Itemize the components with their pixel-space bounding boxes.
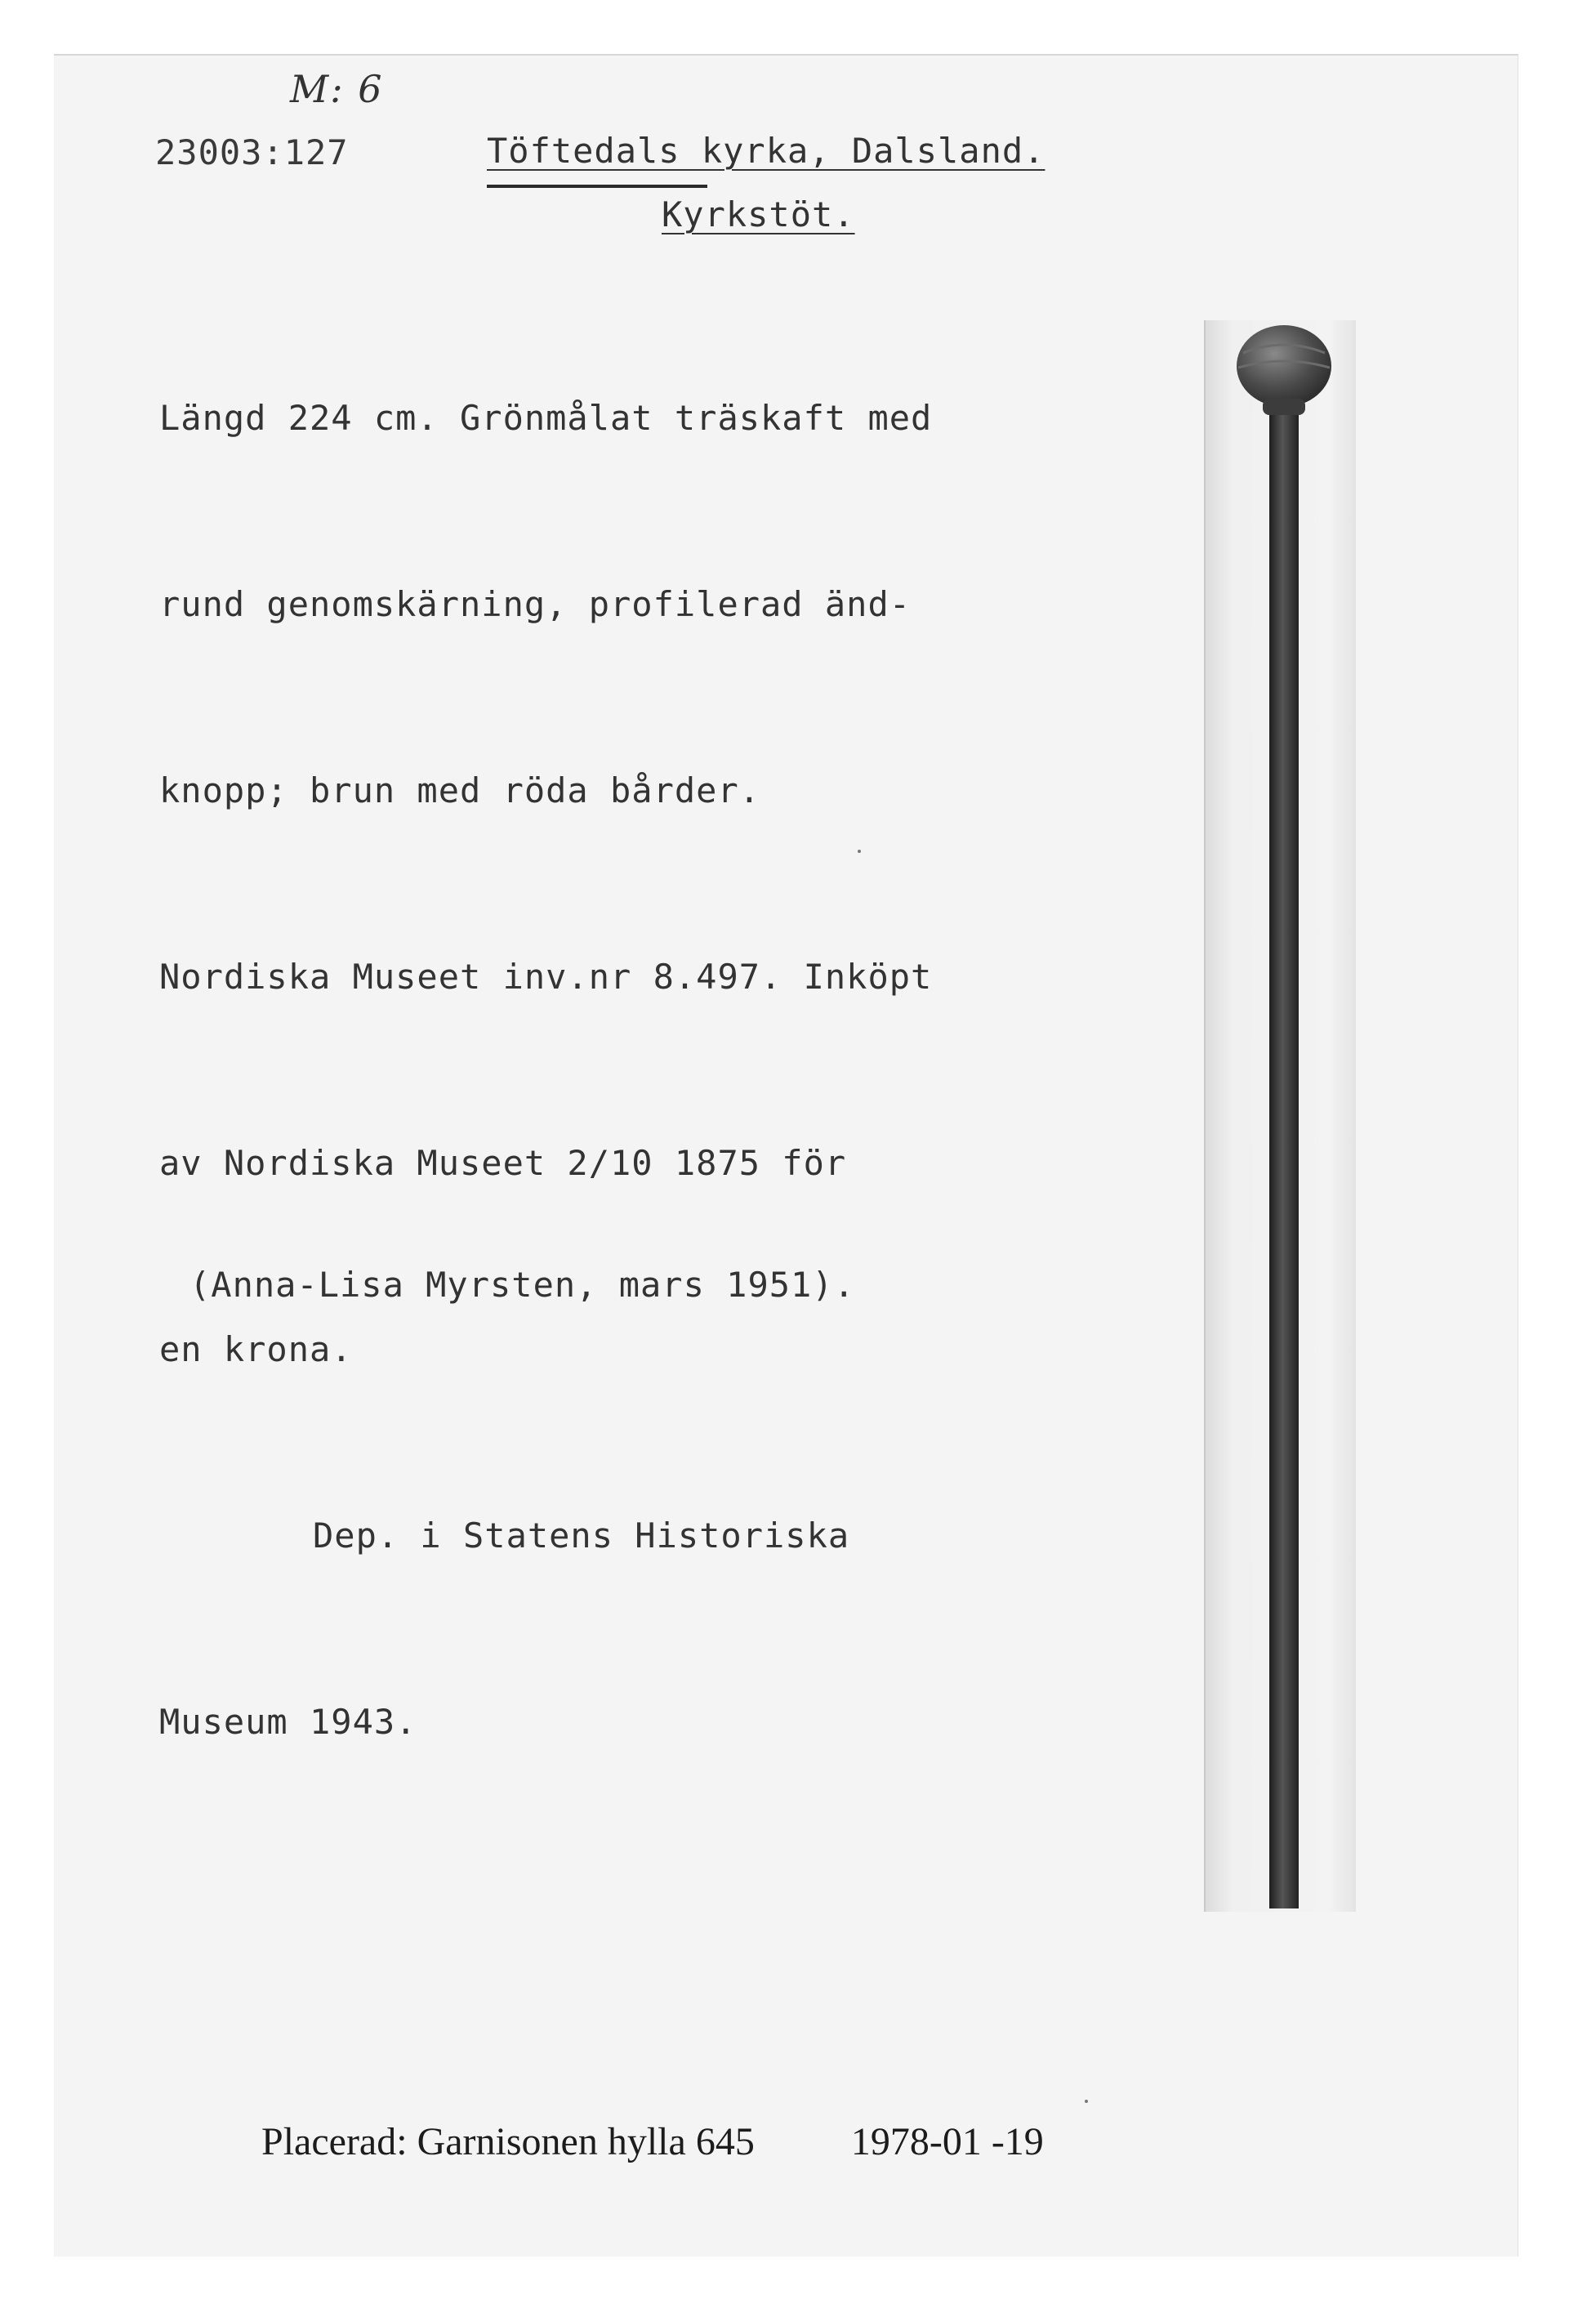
description-line: av Nordiska Museet 2/10 1875 för (159, 1143, 847, 1183)
paper-speck (858, 850, 861, 853)
description-line: en krona. (159, 1329, 353, 1369)
paper-speck (1085, 2100, 1088, 2103)
location-title: Töftedals kyrka, Dalsland. (487, 131, 1045, 171)
description-line: Längd 224 cm. Grönmålat träskaft med (159, 398, 933, 438)
author-note: (Anna-Lisa Myrsten, mars 1951). (189, 1265, 855, 1305)
description-line: Nordiska Museet inv.nr 8.497. Inköpt (159, 957, 933, 997)
handwritten-mark: M: 6 (290, 67, 384, 111)
placement-label: Placerad: Garnisonen hylla 645 (261, 2120, 755, 2163)
catalog-number: 23003:127 (155, 132, 349, 172)
description-line: Museum 1943. (159, 1702, 417, 1742)
title-underline-rule (487, 185, 707, 188)
church-staff-photo-icon (1206, 320, 1356, 1912)
placement-line (261, 2119, 1044, 2164)
staff-knob (1237, 325, 1331, 407)
staff-shaft (1269, 410, 1299, 1908)
description-line: Dep. i Statens Historiska (313, 1516, 850, 1556)
placement-date: 1978-01 -19 (850, 2120, 1044, 2163)
object-photo (1204, 320, 1356, 1912)
object-name: Kyrkstöt. (662, 194, 855, 234)
description-line: rund genomskärning, profilerad änd- (159, 584, 912, 624)
object-description (159, 263, 932, 1815)
description-line: knopp; brun med röda bårder. (159, 770, 761, 810)
